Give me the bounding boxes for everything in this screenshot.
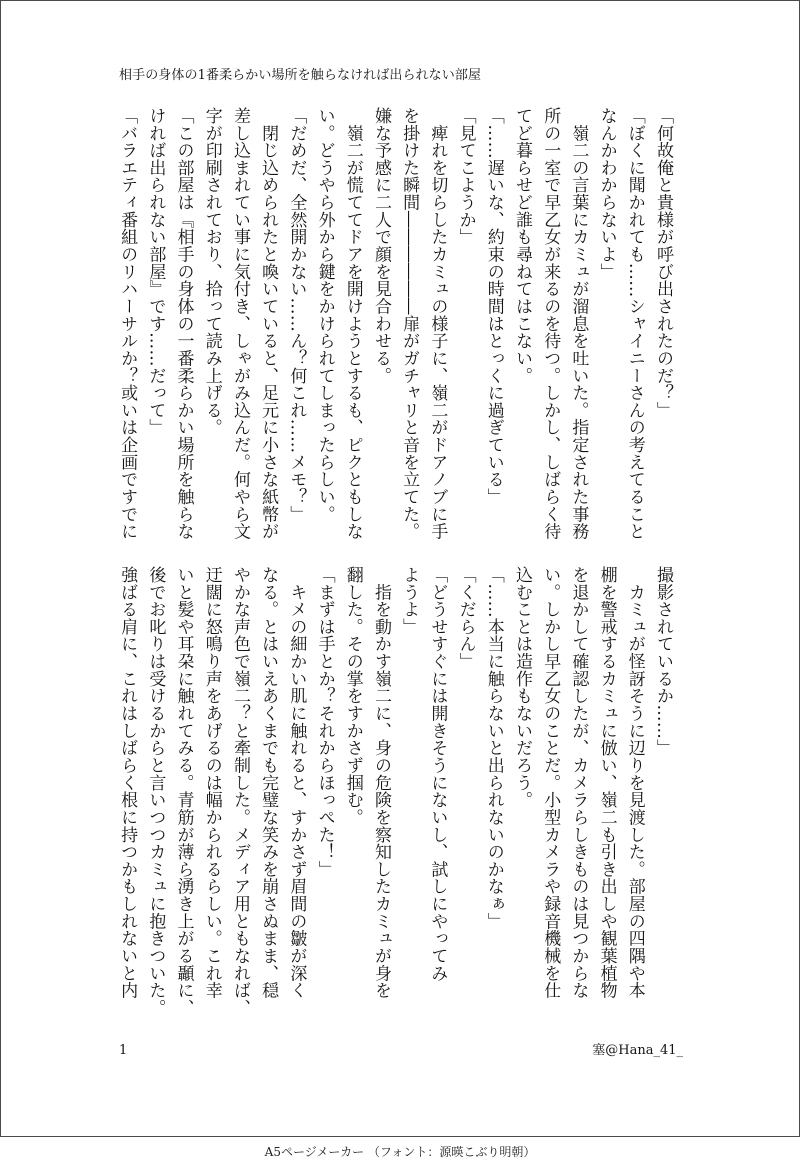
header-title: 相手の身体の1番柔らかい場所を触らなければ出られない部屋 xyxy=(119,68,482,83)
text-column: 「何故俺と貴様が呼び出されたのだ？」 xyxy=(653,107,673,419)
text-column: ければ出られない部屋』です……だって」 xyxy=(145,107,166,437)
text-column: 「どうせすぐには開きそうにないし、試しにやってみ xyxy=(427,566,448,982)
text-column: 所の一室で早乙女が来るのを待つ。しかし、しばらく待 xyxy=(540,107,561,540)
text-column: 翻した。その掌をすかさず掴む。 xyxy=(342,566,363,826)
text-column: なんかわからないよ」 xyxy=(596,107,617,281)
text-column: カミュが怪訝そうに辺りを見渡した。部屋の四隅や本 xyxy=(624,566,645,999)
text-column: 指を動かす嶺二に、身の危険を察知したカミュが身を xyxy=(370,566,391,999)
text-column: なる。とはいえあくまでも完璧な笑みを崩さぬまま、穏 xyxy=(258,566,279,999)
text-column: 差し込まれてい事に気付き、しゃがみ込んだ。何やら文 xyxy=(229,107,250,540)
text-column: 閉じ込められたと喚いていると、足元に小さな紙幣が xyxy=(258,107,279,540)
text-column: 「だめだ、全然開かない……ん？何これ……メモ？」 xyxy=(286,107,307,523)
text-column: 痺れを切らしたカミュの様子に、嶺二がドアノブに手 xyxy=(427,107,448,540)
text-column: キメの細かい肌に触れると、すかさず眉間の皺が深く xyxy=(286,566,307,999)
text-column: 棚を警戒するカミュに倣い、嶺二も引き出しや観葉植物 xyxy=(596,566,617,999)
text-column: 「まずは手とか？それからほっぺた！」 xyxy=(314,566,335,878)
text-column: 字が印刷されており、拾って読み上げる。 xyxy=(201,107,222,437)
text-column: 強ばる肩に、これはしばらく根に持つかもしれないと内 xyxy=(117,566,138,999)
text-column: い。しかし早乙女のことだ。小型カメラや録音機械を仕 xyxy=(540,566,561,999)
text-column: 後でお叱りは受けるからと言いつつカミュに抱きついた。 xyxy=(145,566,166,1017)
text-column: 嫌な予感に二人で顔を見合わせる。 xyxy=(370,107,391,385)
text-column: 撮影されているか……」 xyxy=(653,566,673,757)
text-column: てど暮らせど誰も尋ねてはこない。 xyxy=(511,107,532,385)
text-column: 「くだらん」 xyxy=(455,566,476,670)
text-column: 「見てこようか」 xyxy=(455,107,476,246)
text-column: 込むことは造作もないだろう。 xyxy=(511,566,532,809)
upper-text-block xyxy=(113,107,677,567)
text-column: い。どうやら外から鍵をかけられてしまったらしい。 xyxy=(314,107,335,523)
text-column: 「……遅いな、約束の時間はとっくに過ぎている」 xyxy=(483,107,504,506)
page-number: 1 xyxy=(119,1043,128,1058)
text-column: を退かして確認したが、カメラらしきものは見つからな xyxy=(568,566,589,999)
text-column: を掛けた瞬間――――――扉がガチャリと音を立てた。 xyxy=(399,107,420,540)
text-column: ようよ」 xyxy=(399,566,420,636)
text-column: 「バラエティ番組のリハーサルか？或いは企画ですでに xyxy=(117,107,138,540)
text-column: 嶺二が慌ててドアを開けようとするも、ピクともしな xyxy=(342,107,363,540)
text-column: 「この部屋は『相手の身体の一番柔らかい場所を触らな xyxy=(173,107,194,540)
text-column: 迂闊に怒鳴り声をあげるのは幅かられるらしい。これ幸 xyxy=(201,566,222,999)
text-column: いと髪や耳朶に触れてみる。青筋が薄ら湧き上がる顳に、 xyxy=(173,566,194,1017)
text-column: やかな声色で嶺二？と牽制した。メディア用ともなれば、 xyxy=(229,566,250,1017)
text-column: 嶺二の言葉にカミュが溜息を吐いた。指定された事務 xyxy=(568,107,589,540)
author-handle: 塞@Hana_41_ xyxy=(592,1043,683,1058)
text-column: 「ぼくに聞かれても……シャイニーさんの考えてること xyxy=(624,107,645,540)
footer-caption: A5ページメーカー （フォント：源暎こぶり明朝） xyxy=(264,1145,536,1159)
text-column: 「……本当に触らないと出られないのかなぁ」 xyxy=(483,566,504,930)
lower-text-block xyxy=(113,566,677,1026)
